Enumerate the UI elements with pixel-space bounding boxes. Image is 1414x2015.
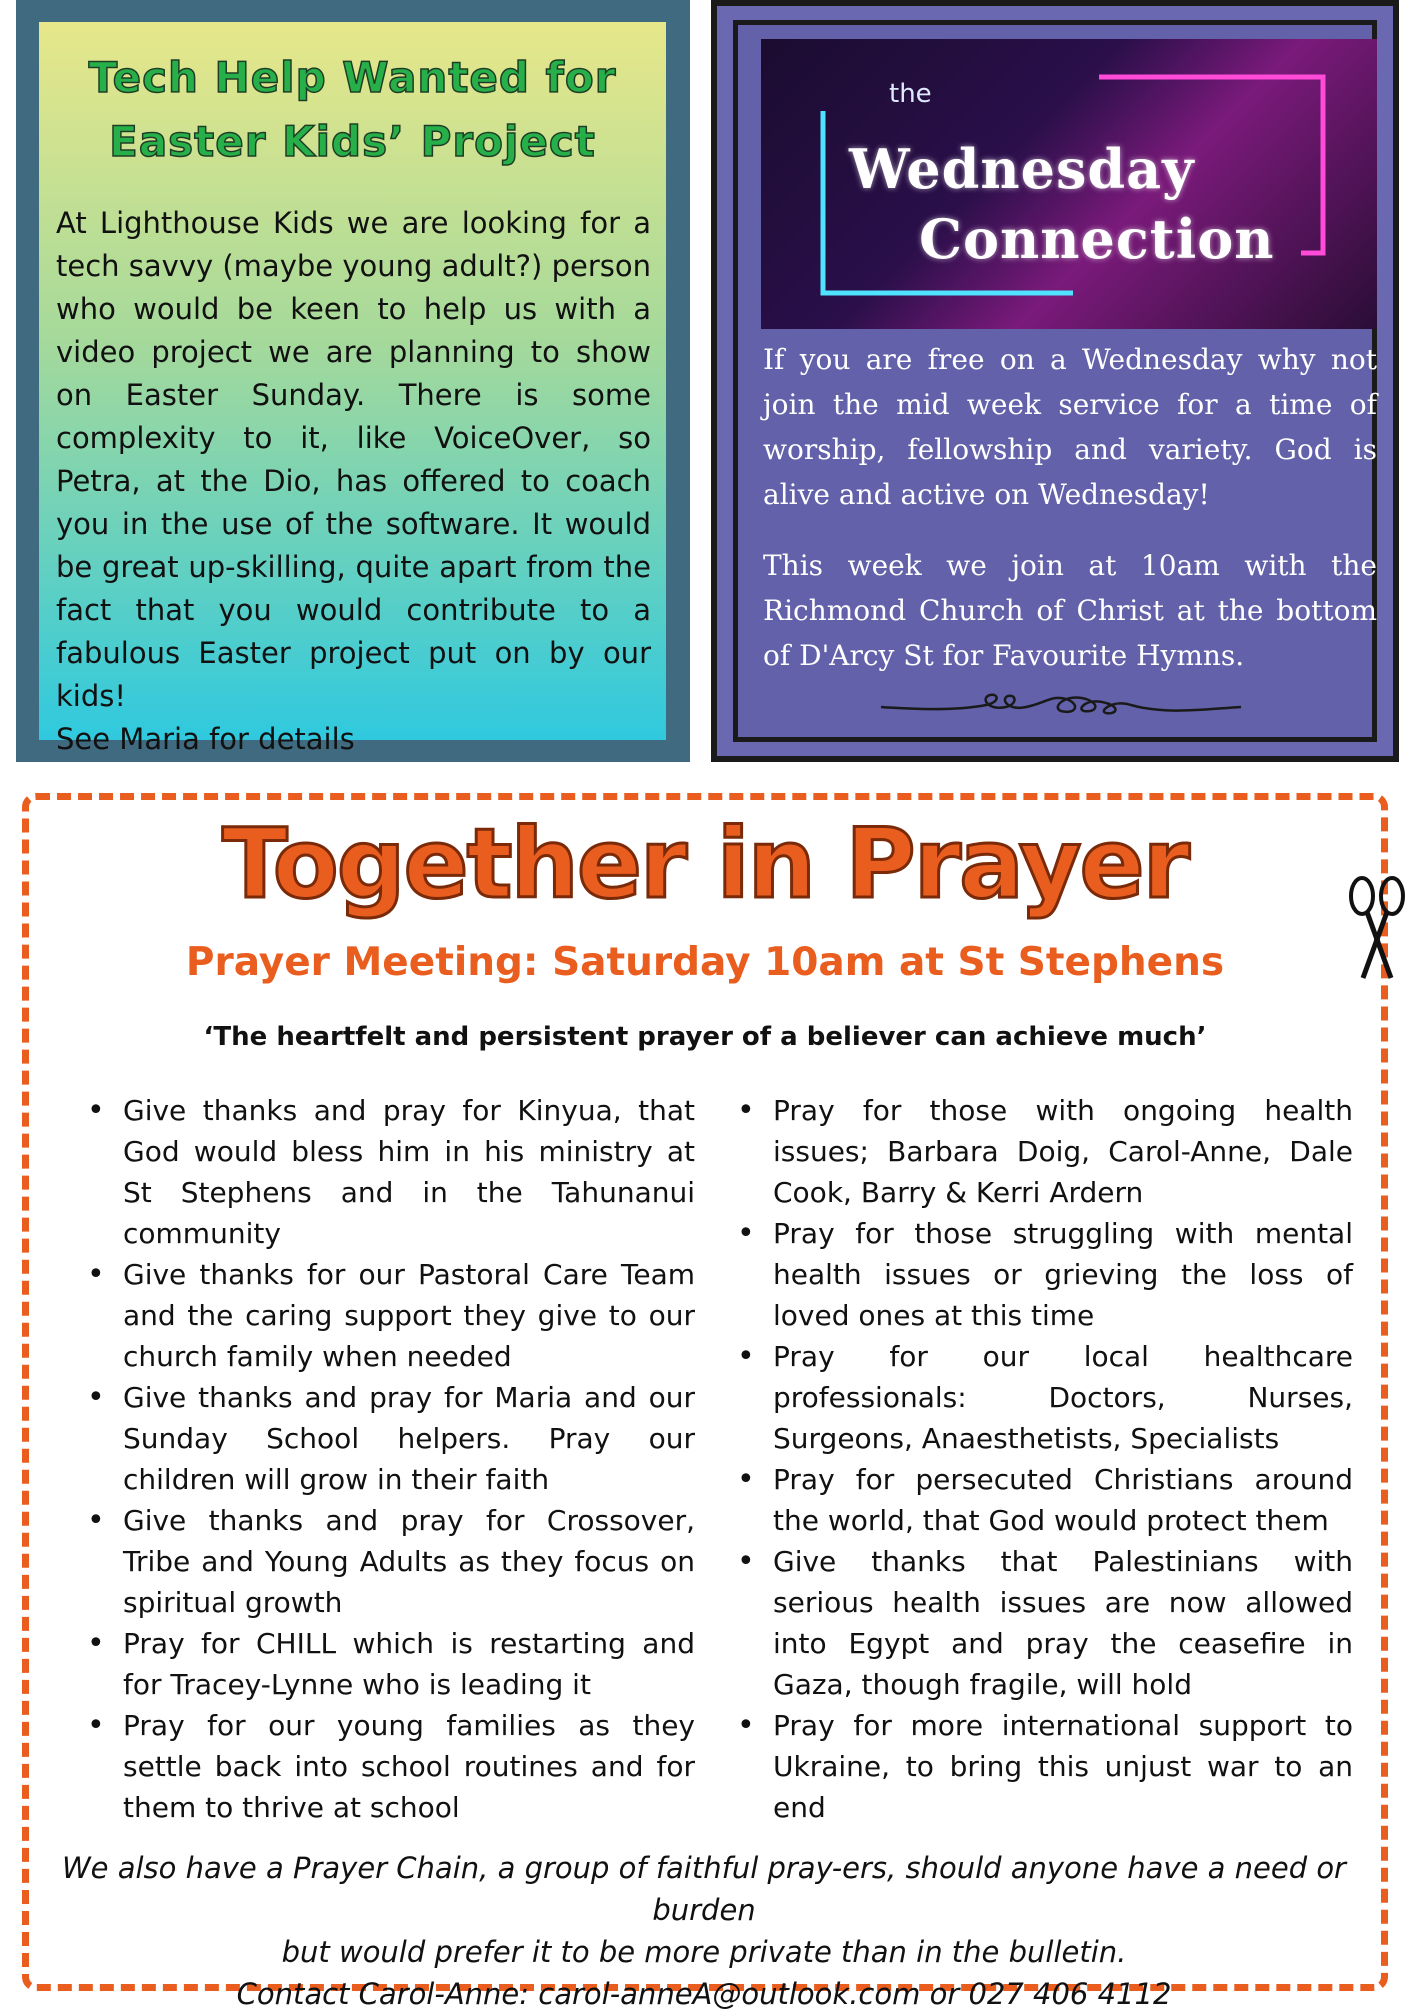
prayer-contact-line: Contact Carol-Anne: carol-anneA@outlook.com or 027 406 4112 bbox=[236, 1977, 1172, 2011]
prayer-title: Together in Prayer bbox=[222, 808, 1188, 920]
tech-help-details: See Maria for details bbox=[56, 722, 355, 756]
neon-title-wednesday: Wednesday bbox=[849, 137, 1195, 201]
list-item: • Pray for our local healthcare professionals: Doctors, Nurses, Surgeons, Anaesthetists, Specialists bbox=[729, 1336, 1353, 1459]
prayer-quote: ‘The heartfelt and persistent prayer of a believer can achieve much’ bbox=[203, 1022, 1207, 1052]
list-item: • Give thanks and pray for Crossover, Tribe and Young Adults as they focus on spiritual growth bbox=[79, 1500, 695, 1623]
neon-title-connection: Connection bbox=[919, 207, 1275, 271]
prayer-chain-line-1: We also have a Prayer Chain, a group of faithful pray-ers, should anyone have a need or burden bbox=[61, 1851, 1346, 1927]
neon-the-label: the bbox=[889, 79, 932, 109]
tech-help-card bbox=[39, 22, 666, 756]
list-item: • Pray for persecuted Christians around the world, that God would protect them bbox=[729, 1459, 1353, 1541]
prayer-list-right bbox=[729, 1090, 1353, 1828]
tech-help-body bbox=[56, 202, 651, 761]
list-item: • Pray for those struggling with mental health issues or grieving the loss of loved ones at this time bbox=[729, 1213, 1353, 1336]
wednesday-paragraph-1: If you are free on a Wednesday why not join the mid week service for a time of worship, fellowship and variety. God is alive and active on Wednesday! bbox=[763, 343, 1377, 511]
wednesday-neon-banner bbox=[761, 39, 1377, 329]
prayer-section bbox=[22, 793, 1388, 2011]
list-item: • Give thanks for our Pastoral Care Team and the caring support they give to our church family when needed bbox=[79, 1254, 695, 1377]
list-item: • Pray for CHILL which is restarting and for Tracey-Lynne who is leading it bbox=[79, 1623, 695, 1705]
prayer-chain-line-2: but would prefer it to be more private than in the bulletin. bbox=[281, 1935, 1127, 1969]
prayer-meeting-info: Prayer Meeting: Saturday 10am at St Stephens bbox=[185, 940, 1225, 985]
tech-help-text: At Lighthouse Kids we are looking for a tech savvy (maybe young adult?) person who would be keen to help us with a video project we are planning to show on Easter Sunday. There is some complexity to it, like VoiceOver, so Petra, at the Dio, has offered to coach you in the use of the software. It would be great up-skilling, quite apart from the fact that you would contribute to a fabulous Easter project put on by our kids! bbox=[56, 206, 651, 713]
list-item: • Give thanks and pray for Kinyua, that God would bless him in his ministry at St Stephens and in the Tahunanui community bbox=[79, 1090, 695, 1254]
prayer-list-left bbox=[79, 1090, 695, 1828]
scissors-icon bbox=[1347, 874, 1407, 984]
wednesday-paragraph-2: This week we join at 10am with the Richmond Church of Christ at the bottom of D'Arcy St for Favourite Hymns. bbox=[763, 549, 1377, 672]
wednesday-card bbox=[733, 20, 1377, 742]
list-item: • Pray for those with ongoing health issues; Barbara Doig, Carol-Anne, Dale Cook, Barry & Kerri Ardern bbox=[729, 1090, 1353, 1213]
list-item: • Pray for more international support to Ukraine, to bring this unjust war to an end bbox=[729, 1705, 1353, 1828]
list-item: • Give thanks that Palestinians with serious health issues are now allowed into Egypt and pray the ceasefire in Gaza, though fragile, will hold bbox=[729, 1541, 1353, 1705]
tech-help-panel bbox=[16, 0, 690, 762]
flourish-divider-icon bbox=[876, 685, 1246, 725]
prayer-chain-note bbox=[59, 1847, 1349, 2015]
wednesday-panel bbox=[711, 0, 1399, 762]
tech-help-title: Tech Help Wanted for Easter Kids’ Project bbox=[88, 53, 617, 166]
list-item: • Pray for our young families as they settle back into school routines and for them to thrive at school bbox=[79, 1705, 695, 1828]
list-item: • Give thanks and pray for Maria and our Sunday School helpers. Pray our children will grow in their faith bbox=[79, 1377, 695, 1500]
